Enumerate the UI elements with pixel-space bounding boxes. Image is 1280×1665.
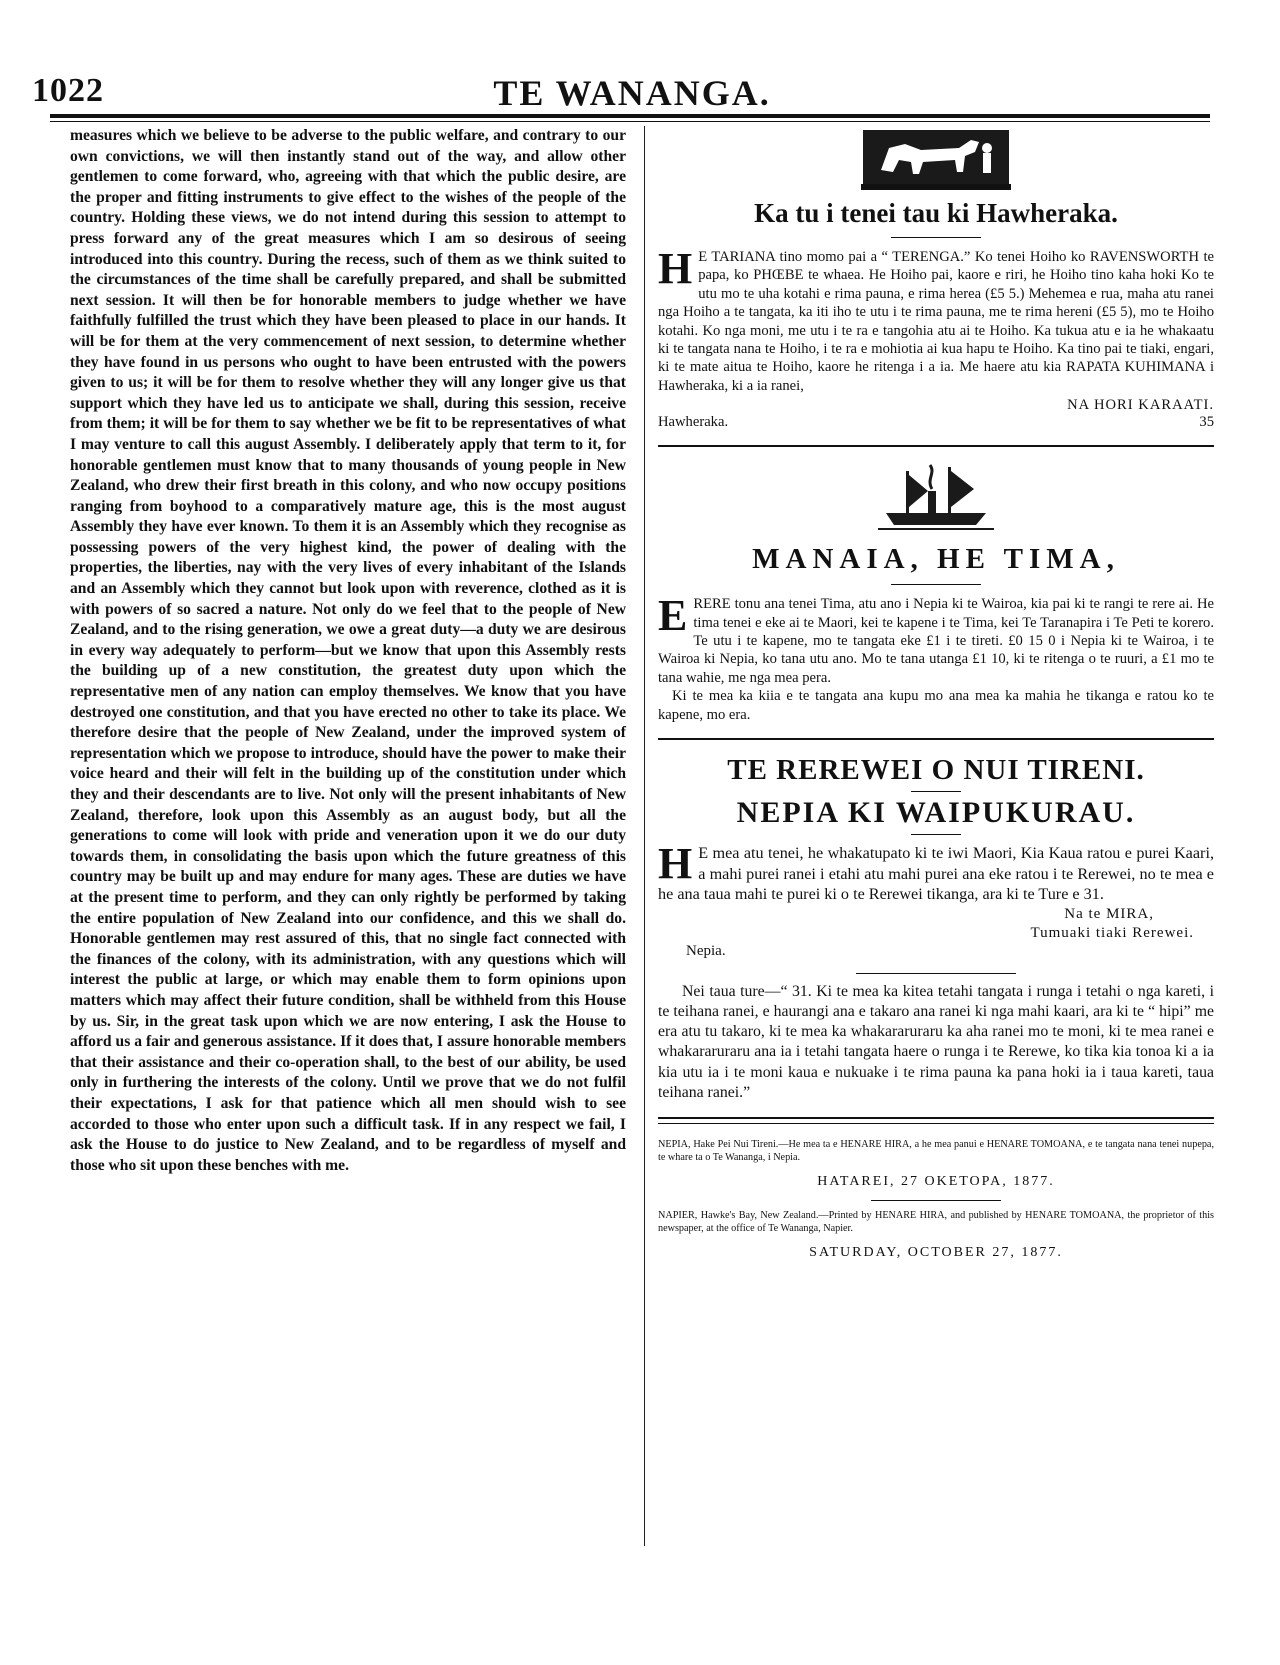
dropcap: H xyxy=(658,839,693,889)
horse-ad-heading: Ka tu i tenei tau ki Hawheraka. xyxy=(754,198,1118,228)
imprint-rule-thin xyxy=(658,1123,1214,1124)
left-column xyxy=(70,126,626,1176)
dropcap: E xyxy=(658,591,688,641)
right-column xyxy=(658,126,1214,1271)
horse-advertisement xyxy=(658,126,1214,431)
masthead-rule xyxy=(50,114,1210,118)
imprint-english-date: SATURDAY, OCTOBER 27, 1877. xyxy=(809,1244,1063,1260)
heading-rule xyxy=(891,237,981,238)
ship-ad-body xyxy=(658,591,1214,687)
notice-place: Nepia. xyxy=(686,943,726,960)
horse-woodcut-icon xyxy=(861,126,1011,192)
imprint-maori-date: HATAREI, 27 OKETOPA, 1877. xyxy=(817,1173,1055,1189)
section-rule xyxy=(658,738,1214,740)
notice-text: E mea atu tenei, he whakatupato ki te iwi Maori, Kia Kaua ratou e purei Kaari, a mahi purei ranei i etahi atu mahi purei ana eke ratou i te Rerewei, no te mea e he ana taua mahi te purei ki o te Rerewei tikanga, ara ki te Ture e 31. xyxy=(658,844,1214,903)
notice-signature-title: Tumuaki tiaki Rerewei. xyxy=(1030,925,1194,942)
heading-rule xyxy=(856,973,1016,974)
imprint-english: NAPIER, Hawke's Bay, New Zealand.—Printed by HENARE HIRA, and published by HENARE TOMOANA, the proprietor of this newspaper, at the office of Te Wananga, Napier. xyxy=(658,1209,1214,1234)
ship-ad-body-2: Ki te mea ka kiia e te tangata ana kupu mo ana mea ka mahia he tikanga e ratou ko te kapene, mo era. xyxy=(658,688,1214,723)
imprint-rule xyxy=(658,1117,1214,1119)
heading-rule xyxy=(911,834,961,835)
rule-31-text: Nei taua ture—“ 31. Ki te mea ka kitea tetahi tangata i runga i tetahi o nga kareti, i te teihana ranei, e haurangi ana e takaro ana ranei ki nga mahi kaari, ara ki te “ hipi” me era atu tu takaro, ki te mea ka whakararuraru ka aha ranei mo te moni, ki te mea ranei e whakararuraru ana ia i tetahi tangata haere o runga i te Rerewe, ko tika kia tonoa ki a ia kia utu ia i te moni kaua e nukuake i te rima pauna ka pana hoki ia i taua kareti, taua teihana ranei.” xyxy=(658,982,1214,1101)
ship-ad-text: RERE tonu ana tenei Tima, atu ano i Nepia ki te Wairoa, kia pai ki te rangi te rere ai. He tima tenei e eke ai te Maori, kei te kapene i te Tima, kei Te Taranapira i Te Peti te korero. Te utu i te kapene, mo te tangata eke £1 i te tireti. £0 15 0 i Nepia ki te Wairoa, i te Wairoa ki Nepia, ko tana utu ano. Mo te tana utanga £1 10, ki te ritenga o te ruuri, a £1 mo te tana wahie, me nga mea pera. xyxy=(658,596,1214,686)
ship-ad-heading: MANAIA, HE TIMA, xyxy=(752,543,1120,576)
notice-heading: TE REREWEI O NUI TIRENI. xyxy=(727,754,1145,787)
section-rule xyxy=(658,445,1214,447)
horse-ad-place: Hawheraka. xyxy=(658,414,729,431)
horse-ad-signature: NA HORI KARAATI. xyxy=(1067,397,1214,414)
masthead xyxy=(32,72,1232,116)
column-divider xyxy=(644,126,645,1546)
horse-ad-body xyxy=(658,244,1214,395)
newspaper-title: TE WANANGA. xyxy=(493,73,771,113)
heading-rule xyxy=(891,584,981,585)
masthead-rule-thin xyxy=(50,121,1210,122)
speech-text: measures which we believe to be adverse to the public welfare, and contrary to our own convictions, we will then instantly stand out of the way, and allow other gentlemen to come forward, who, agreeing with that which the public desire, are the proper and fitting instruments to give effect to the wishes of the people of the country. Holding these views, we do not intend during this session to attempt to press forward any of the great measures which I am so desirous of seeing introduced into this country. During the recess, such of them as we think suited to the circumstances of the time shall be carefully prepared, and shall be submitted next session. It will then be for honorable members to judge whether we have faithfully fulfilled the trust which they have been pleased to place in our hands. It will be for them at the very commencement of next session, to determine whether they have found in us persons who ought to have been entrusted with the powers given to us; it will be for them to resolve whether they will any longer give us that support which they have led us to anticipate we shall, during this session, receive from them; it will be for them to say whether we be fit to be representatives of what I may venture to call this august Assembly. I deliberately apply that term to it, for honorable gentlemen must know that to many thousands of young people in New Zealand, who drew their first breath in this colony, and who now occupy positions ranging from boyhood to a comparatively mature age, this is the most august Assembly they have ever known. To them it is an Assembly which they recognise as possessing powers of the very highest kind, the power of dealing with the properties, the liberties, nay with the very lives of every inhabitant of the Islands and an Assembly which they cannot but look upon with reverence, clothed as it is with powers of so sacred a nature. Not only do we feel that to the people of New Zealand, and to the rising generation, we owe a great duty—a duty we are desirous in every way adequately to perform—but we know that upon this Assembly rests the building up of a new constitution, the greatest duty upon which the representative men of any nation can employ themselves. We know that you have destroyed one constitution, and that you have erected no other to take its place. We therefore desire that the people of New Zealand, under the improved system of representation which we propose to introduce, should have the power to make their voice heard and their will felt in the building up of the constitution under which they and their descendants are to live. Not only will the present inhabitants of New Zealand, therefore, look upon this Assembly as an august body, but all the generations to come will look with pride and veneration upon it we do our duty towards them, in consolidating the basis upon which the future greatness of this country may be built up and may endure for many ages. These are duties we have at the present time to perform, and they can only rightly be performed by taking the entire population of New Zealand into our confidence, and this we shall do. Honorable gentlemen may rest assured of this, that no single fact connected with the finances of the colony, with its administration, with any questions which will interest the public at large, or which may enable them to form opinions upon matters which may affect their future condition, shall be withheld from this House by us. Sir, in the great task upon which we are now entering, I ask the House to afford us a fair and generous assistance. If it does that, I assure honorable members that their assistance and their co-operation shall, to the best of our ability, be used only in furthering the interests of the colony. Until we prove that we do not fulfil their expectations, I ask for that patience which all men should wish to see accorded to those who enter upon such a difficult task. If in any respect we fail, I ask the House to do justice to New Zealand, and to be regardless of myself and those who sit upon these benches with me. xyxy=(70,127,626,1174)
horse-ad-number: 35 xyxy=(1199,414,1214,431)
imprint-maori: NEPIA, Hake Pei Nui Tireni.—He mea ta e HENARE HIRA, a he mea panui e HENARE TOMOANA, e te tangata nana tenei nupepa, te whare ta o Te Wananga, i Nepia. xyxy=(658,1138,1214,1163)
notice-subheading: NEPIA KI WAIPUKURAU. xyxy=(736,796,1136,830)
heading-rule xyxy=(871,1200,1001,1201)
page-number: 1022 xyxy=(32,72,104,109)
heading-rule xyxy=(911,791,961,792)
railway-notice xyxy=(658,754,1214,1103)
horse-ad-text: E TARIANA tino momo pai a “ TERENGA.” Ko tenei Hoiho ko RAVENSWORTH te papa, ko PHŒBE te whaea. He Hoiho pai, kaore e riri, he Hoiho tino kaha hoki Ko te utu mo te uha kotahi e rima pauna, e rima herea (£5 5.) Mehemea e rua, maha atu ranei nga Hoiho a te tangata, ka iti iho te utu i te rima pauna, me te rima hereni (£5 5), mo te Hoiho kotahi. Ko nga moni, me utu i te ra e tangohia atu ai te Hoiho. Ka tukua atu e ia he whakaatu ki te tangata nana te Hoiho, i te ra e mohiotia ai kua hapu te Hoiho. Ka tino pai te tiaki, engari, ki te mate aitua te Hoiho, kaore he ritenga i a ia. Me haere atu kia RAPATA KUHIMANA i Hawheraka, ki a ia ranei, xyxy=(658,249,1214,394)
notice-signature: Na te MIRA, xyxy=(1064,906,1154,923)
horse-ad-footer xyxy=(658,414,1214,431)
notice-body xyxy=(658,839,1214,904)
dropcap: H xyxy=(658,244,693,293)
ship-advertisement xyxy=(658,461,1214,724)
imprint xyxy=(658,1138,1214,1261)
steamship-woodcut-icon xyxy=(876,461,996,533)
